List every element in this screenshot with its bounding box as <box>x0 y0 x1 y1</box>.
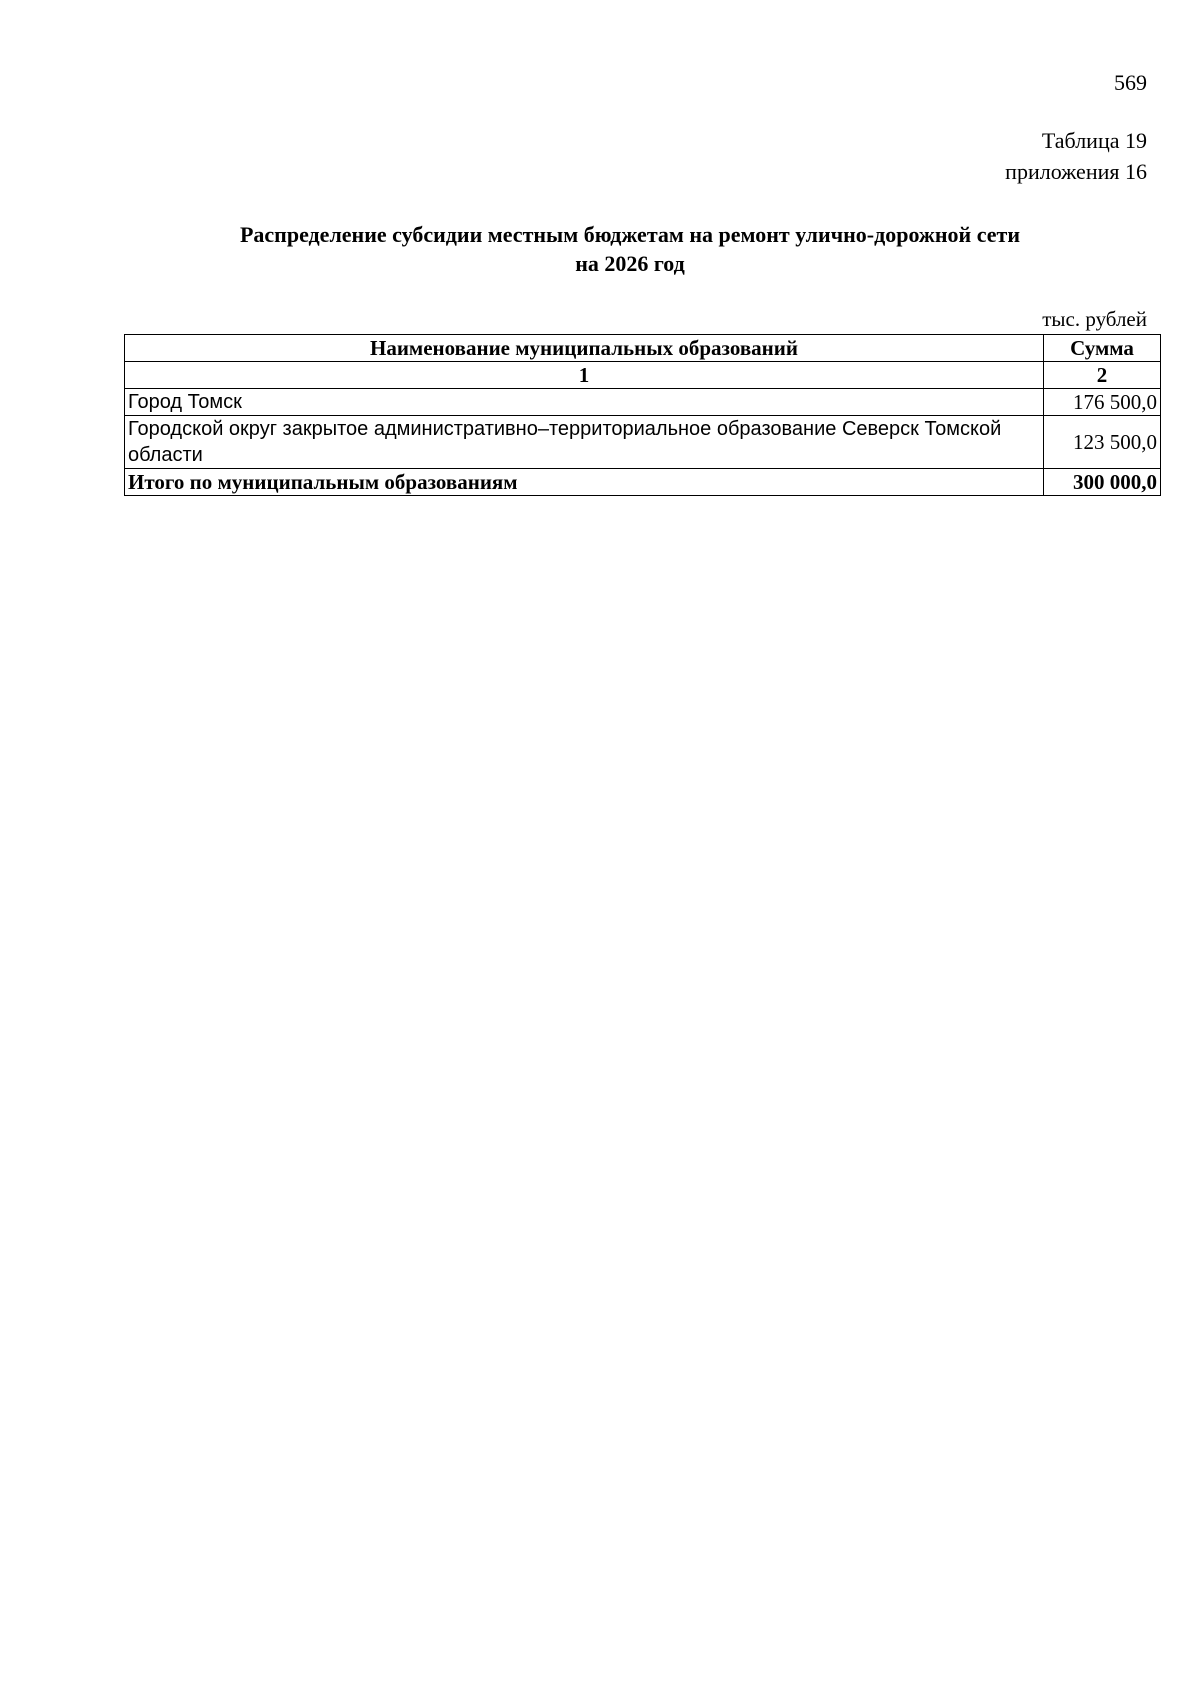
column-number-row <box>125 362 1161 389</box>
table-caption <box>1005 125 1147 187</box>
row-name: Городской округ закрытое административно–территориальное образование Северск Томской области <box>125 416 1044 469</box>
total-name: Итого по муниципальным образованиям <box>125 469 1044 496</box>
row-name: Город Томск <box>125 389 1044 416</box>
header-name: Наименование муниципальных образований <box>125 335 1044 362</box>
row-sum: 123 500,0 <box>1044 416 1161 469</box>
column-number-name: 1 <box>125 362 1044 389</box>
row-sum: 176 500,0 <box>1044 389 1161 416</box>
document-title-line1: Распределение субсидии местным бюджетам на ремонт улично-дорожной сети <box>239 222 1021 247</box>
table-row <box>125 389 1161 416</box>
table-caption-line2: приложения 16 <box>1005 159 1147 184</box>
column-number-sum: 2 <box>1044 362 1161 389</box>
total-sum: 300 000,0 <box>1044 469 1161 496</box>
units-label: тыс. рублей <box>1042 307 1147 331</box>
table-header-row <box>125 335 1161 362</box>
document-title <box>100 220 1160 278</box>
header-sum: Сумма <box>1044 335 1161 362</box>
table-caption-line1: Таблица 19 <box>1041 128 1147 153</box>
document-title-line2: на 2026 год <box>575 251 685 276</box>
table-row <box>125 416 1161 469</box>
subsidy-table <box>124 334 1161 496</box>
total-row <box>125 469 1161 496</box>
page-number: 569 <box>1114 70 1147 95</box>
